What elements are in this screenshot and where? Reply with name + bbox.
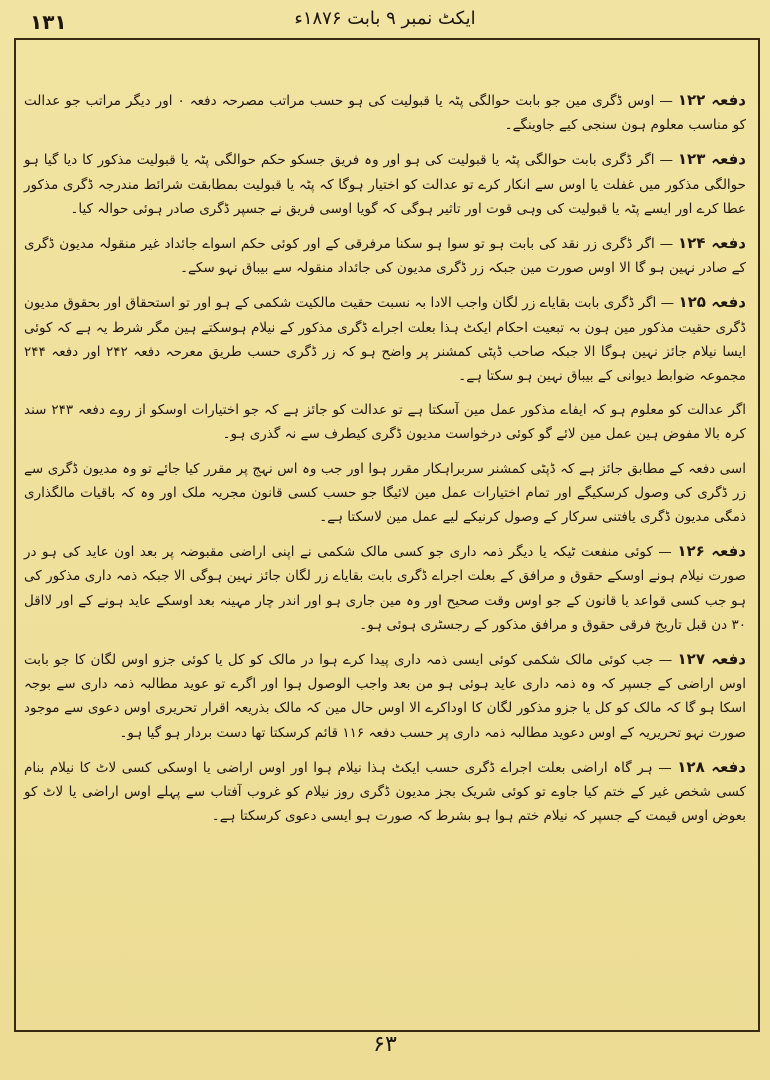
section: دفعہ ۱۲۸ — ہر گاہ اراضی بعلت اجراے ڈگری حسب ایکٹ ہذا نیلام ہوا اور اوس اراضی یا اوسکی کسی لاٹ کا نیلام بنام کسی شخص غیر کے ختم کیا جاوے تو کوئی شریک بجز مدیون ڈگری روز نیلام کو غروب آفتاب سے پہلے اوس اراضی یا لاٹ کو بعوض اوس قیمت کے جسپر کہ نیلام ختم ہوا ہو بشرط کہ صورت ہو ایسی دعوی کرسکتا ہے۔ — [24, 757, 747, 825]
section-text: کوئی منفعت ٹیکہ یا دیگر ذمہ داری جو کسی مالک شکمی نے اپنی اراضی مقبوضہ پر بعد اون عاید کی ہو در صورت نیلام ہونے اوسکے حقوق و مرافق کے بعلت اجراے ڈگری بابت بقایاے زر لگان جائز نہین ہوگی الا جبکہ ذمہ داری مذکور کی ہو جب کسی قواعد یا قانون کے جو اوس وقت صحیح اور وہ مین جاری ہو اور اندر چار مہینہ بعد اوسکے عاید ہونے کے اور لااقل ۳۰ دن قبل تاریخ فرقی حقوق و مرافق مذکور کے رجسٹری ہوئی ہو۔ — [24, 544, 746, 633]
section-number: دفعہ ۱۲۶ — [677, 542, 746, 561]
footer-mark: ۶۳ — [373, 1032, 397, 1057]
section-number: دفعہ ۱۲۸ — [677, 757, 747, 776]
paragraph: اگر عدالت کو معلوم ہو کہ ایفاے مذکور عمل مین آسکتا ہے تو عدالت کو جائز ہے کہ جو اختیارات اوسکو از روے دفعہ ۲۴۳ سند کرہ بالا مفوض ہین عمل مین لائے گو کوئی درخواست مدیون ڈگری کیطرف سے نہ گذری ہو۔ — [24, 402, 747, 443]
section-number: دفعہ ۱۲۲ — [677, 91, 746, 109]
section-text: اگر ڈگری زر نقد کی بابت ہو تو سوا ہو سکنا مرفرقی کے اور کوئی حکم اسواے جائداد غیر منقولہ مدیون ڈگری کے صادر نہین ہو گا الا اوس صورت مین جبکہ زر ڈگری مدیون کی جائداد منقولہ سے بیباق نہو سکے۔ — [24, 236, 746, 277]
section: دفعہ ۱۲۳ — اگر ڈگری بابت حوالگی پٹہ یا قبولیت کی ہو اور وہ فریق جسکو حکم حوالگی پٹہ یا قبولیت مذکور کا دیا گیا ہو حوالگی مذکور میں غفلت یا اوس سے انکار کرے تو عدالت کو اختیار ہوگا کہ پٹہ یا قبولیت بمطابقت شرائط مندرجہ ڈگری مذکور عطا کرے اور ایسے پٹہ یا قبولیت کی وہی قوت اور تاثیر ہوگی کہ گویا اوسی فریق نے جسپر ڈگری صادر ہوئی حوالہ کیا۔ — [24, 150, 747, 217]
section-text: اگر ڈگری بابت بقایاے زر لگان واجب الادا بہ نسبت حقیت مالکیت شکمی کے ہو اور تو استحقاق اور بحقوق مدیون ڈگری حقیت مذکور مین ہون بہ تبعیت احکام ایکٹ ہذا بعلت اجراے ڈگری مذکور کے نیلام ہوسکتے ہین مگر شرط یہ ہے کہ کوئی ایسا نیلام جائز نہین ہوگا الا جبکہ صاحب ڈپٹی کمشنر پر واضح ہو کہ زر ڈگری حسب طریق معرحہ دفعہ ۲۴۲ اور دفعہ ۲۴۴ مجموعہ ضوابط دیوانی کے بیباق نہین ہو سکتا ہے۔ — [24, 295, 746, 385]
body-text — [24, 88, 746, 838]
section: دفعہ ۱۲۲ — اوس ڈگری مین جو بابت حوالگی پٹہ یا قبولیت کی ہو حسب مراتب مصرحہ دفعہ ۰ اور دیگر مراتب جو عدالت کو مناسب معلوم ہون سنجی کیے جاوینگے۔ — [24, 91, 746, 134]
section-text: ہر گاہ اراضی بعلت اجراے ڈگری حسب ایکٹ ہذا نیلام ہوا اور اوس اراضی یا اوسکی کسی لاٹ کا نیلام بنام کسی شخص غیر کے ختم کیا جاوے تو کوئی شریک بجز مدیون ڈگری روز نیلام کو غروب آفتاب سے پہلے اوس اراضی یا لاٹ کو بعوض اوس قیمت کے جسپر کہ نیلام ختم ہوا ہو بشرط کہ صورت ہو ایسی دعوی کرسکتا ہے۔ — [24, 759, 746, 825]
section-number: دفعہ ۱۲۴ — [677, 234, 746, 253]
section-text: اوس ڈگری مین جو بابت حوالگی پٹہ یا قبولیت کی ہو حسب مراتب مصرحہ دفعہ ۰ اور دیگر مراتب جو عدالت کو مناسب معلوم ہون سنجی کیے جاوینگے۔ — [24, 93, 746, 134]
section-text: اگر ڈگری بابت حوالگی پٹہ یا قبولیت کی ہو اور وہ فریق جسکو حکم حوالگی پٹہ یا قبولیت مذکور کا دیا گیا ہو حوالگی مذکور میں غفلت یا اوس سے انکار کرے تو عدالت کو اختیار ہوگا کہ پٹہ یا قبولیت بمطابقت شرائط مندرجہ ڈگری مذکور عطا کرے اور ایسے پٹہ یا قبولیت کی وہی قوت اور تاثیر ہوگی کہ گویا اوسی فریق نے جسپر ڈگری صادر ہوئی حوالہ کیا۔ — [24, 152, 746, 217]
paragraph: اسی دفعہ کے مطابق جائز ہے کہ ڈپٹی کمشنر سربراہکار مقرر ہوا اور جب وہ اس نہج پر مقرر کیا جائے تو وہ مدیون ڈگری سے زر ڈگری کی وصول کرسکیگے اور تمام اختیارات عمل مین لائیگا جو حسب کسی قانون مجریہ ملک اور وہ کہ باقیات مالگذاری ذمگی مدیون ڈگری یافتنی سرکار کے وصول کرنیکے لیے عمل مین لاسکتا ہے۔ — [24, 460, 746, 526]
section: دفعہ ۱۲۵ — اگر ڈگری بابت بقایاے زر لگان واجب الادا بہ نسبت حقیت مالکیت شکمی کے ہو اور تو استحقاق اور بحقوق مدیون ڈگری حقیت مذکور مین ہون بہ تبعیت احکام ایکٹ ہذا بعلت اجراے ڈگری مذکور کے نیلام ہوسکتے ہین مگر شرط یہ ہے کہ کوئی ایسا نیلام جائز نہین ہوگا الا جبکہ صاحب ڈپٹی کمشنر پر واضح ہو کہ زر ڈگری حسب طریق معرحہ دفعہ ۲۴۲ اور دفعہ ۲۴۴ مجموعہ ضوابط دیوانی کے بیباق نہین ہو سکتا ہے۔ — [24, 293, 746, 385]
header-title: ایکٹ نمبر ۹ بابت ۱۸۷۶ء — [294, 8, 476, 29]
section-text: جب کوئی مالک شکمی کوئی ایسی ذمہ داری پیدا کرے ہوا در مالک کو کل یا کوئی جزو اوس لگان کا جو بابت اوس اراضی کے جسپر کہ وہ ذمہ داری عاید ہوئی ہو من بعد واجب الوصول ہوا اور اگرے تو عوید مطالبہ ذمہ داری سے بوجہ اسکا ہو گا کہ مالک کو کل یا جزو مذکور لگان کا اوداکرے الا اوس حال مین کہ مالک بذریعہ اقرار تحریری اوس دعوی سے موجود صورت نہو تحریریہ کے اوس دعوید مطالبہ ذمہ داری پر حسب دفعہ ۱۱۶ قائم کرسکتا تھا دست بردار ہو گیا ہو۔ — [24, 652, 746, 741]
section-number: دفعہ ۱۲۳ — [677, 150, 747, 169]
section: دفعہ ۱۲۴ — اگر ڈگری زر نقد کی بابت ہو تو سوا ہو سکنا مرفرقی کے اور کوئی حکم اسواے جائداد غیر منقولہ مدیون ڈگری کے صادر نہین ہو گا الا اوس صورت مین جبکہ زر ڈگری مدیون کی جائداد منقولہ سے بیباق نہو سکے۔ — [24, 234, 746, 277]
page-number: ۱۳۱ — [30, 10, 67, 34]
section: دفعہ ۱۲۶ — کوئی منفعت ٹیکہ یا دیگر ذمہ داری جو کسی مالک شکمی نے اپنی اراضی مقبوضہ پر بعد اون عاید کی ہو در صورت نیلام ہونے اوسکے حقوق و مرافق کے بعلت اجراے ڈگری بابت بقایاے زر لگان جائز نہین ہوگی الا جبکہ ذمہ داری مذکور کی ہو جب کسی قواعد یا قانون کے جو اوس وقت صحیح اور وہ مین جاری ہو اور اندر چار مہینہ بعد اوسکے عاید ہونے کے اور لااقل ۳۰ دن قبل تاریخ فرقی حقوق و مرافق مذکور کے رجسٹری ہوئی ہو۔ — [24, 542, 746, 633]
section: دفعہ ۱۲۷ — جب کوئی مالک شکمی کوئی ایسی ذمہ داری پیدا کرے ہوا در مالک کو کل یا کوئی جزو اوس لگان کا جو بابت اوس اراضی کے جسپر کہ وہ ذمہ داری عاید ہوئی ہو من بعد واجب الوصول ہوا اور اگرے تو عوید مطالبہ ذمہ داری سے بوجہ اسکا ہو گا کہ مالک کو کل یا جزو مذکور لگان کا اوداکرے الا اوس حال مین کہ مالک بذریعہ اقرار تحریری اوس دعوی سے موجود صورت نہو تحریریہ کے اوس دعوید مطالبہ ذمہ داری پر حسب دفعہ ۱۱۶ قائم کرسکتا تھا دست بردار ہو گیا ہو۔ — [24, 650, 746, 741]
section-number: دفعہ ۱۲۵ — [678, 293, 746, 312]
section-number: دفعہ ۱۲۷ — [677, 650, 746, 669]
